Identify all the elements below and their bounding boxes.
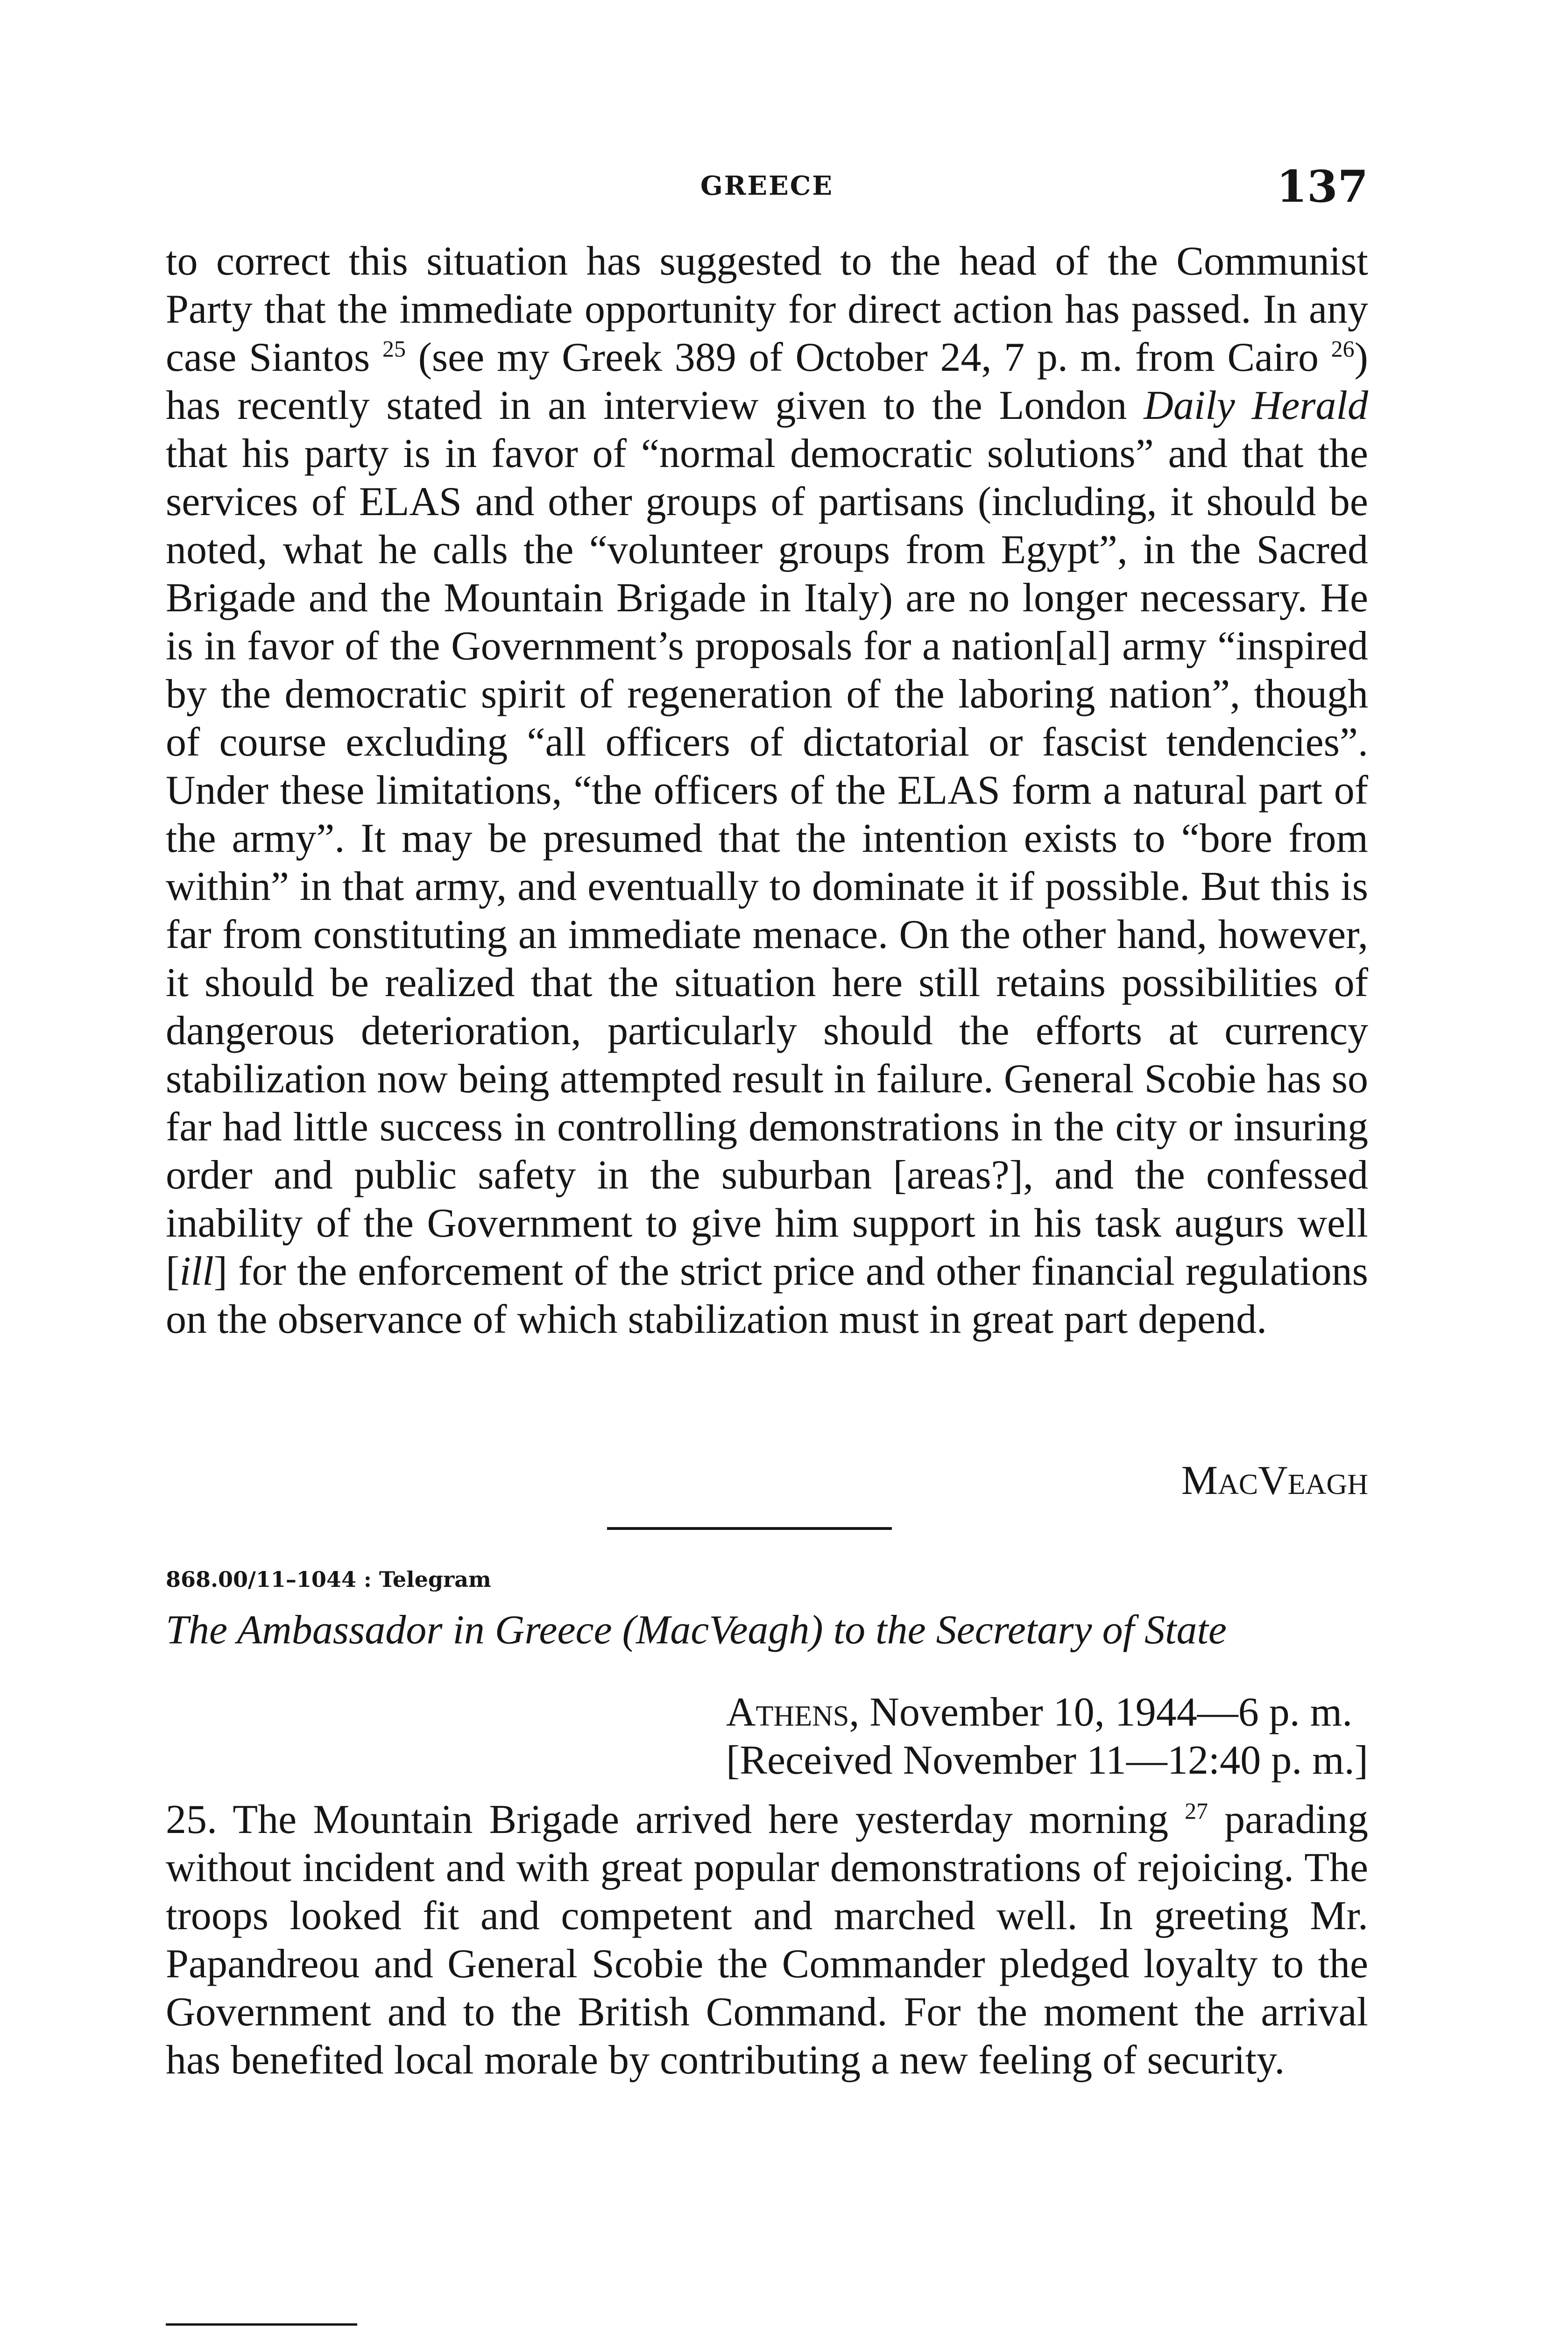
body-paragraph <box>166 237 1368 1344</box>
dateline-date: November 10, 1944—6 p. m. <box>859 1690 1353 1735</box>
telegram-text-part: 25. The Mountain Brigade arrived here yesterday morning <box>166 1797 1185 1842</box>
body-text-part: ) has recently stated in an interview given to the London <box>166 335 1368 428</box>
telegram-paragraph <box>166 1796 1368 2084</box>
section-divider <box>607 1527 892 1530</box>
footnote-ref-25: 25 <box>382 335 406 362</box>
signature: MacVeagh <box>1181 1458 1368 1503</box>
document-title: The Ambassador in Greece (MacVeagh) to the Secretary of State <box>166 1607 1227 1653</box>
received-line: [Received November 11—12:40 p. m.] <box>726 1738 1369 1783</box>
body-text-part: (see my Greek 389 of October 24, 7 p. m. from Cairo <box>405 335 1331 380</box>
body-text-part: that his party is in favor of “normal democratic solutions” and that the services of ELAS and other groups of partisans (including, it should be noted, what he calls the “volunteer groups from Egypt”, in the Sacred Brigade and the Mountain Brigade in Italy) are no longer necessary. He is in favor of the Government’s proposals for a nation[al] army “inspired by the democratic spirit of regeneration of the laboring nation”, though of course excluding “all officers of dictatorial or fascist tendencies”. Under these limitations, “the officers of the ELAS form a natural part of the army”. It may be presumed that the intention exists to “bore from within” in that army, and eventually to dominate it if possible. But this is far from constituting an immediate menace. On the other hand, however, it should be realized that the situation here still retains possibilities of dangerous deterioration, particularly should the efforts at currency stabilization now being attempted result in failure. General Scobie has so far had little success in controlling demonstrations in the city or insuring order and public safety in the suburban [areas?], and the confessed inability of the Government to give him support in his task augurs well [ <box>166 431 1368 1294</box>
telegram-text-part: parading without incident and with great popular demonstrations of rejoicing. The troops looked fit and competent and marched well. In greeting Mr. Papandreou and General Scobie the Commander pledged loyalty to the Government and to the British Command. For the moment the arrival has benefited local morale by contributing a new feeling of security. <box>166 1797 1368 2083</box>
newspaper-title: Daily Herald <box>1144 383 1369 428</box>
page-header <box>166 161 1368 212</box>
dateline <box>726 1688 1380 1784</box>
footnote-rule <box>166 2323 357 2326</box>
page-number: 137 <box>1276 161 1368 212</box>
footnote-ref-26: 26 <box>1331 335 1355 362</box>
body-text-part: ] for the enforcement of the strict price and other financial regulations on the observance of which stabilization must in great part depend. <box>166 1249 1368 1342</box>
running-head: GREECE <box>700 170 833 201</box>
body-text-part: to correct this situation has suggested to the head of the Communist Party that the immediate opportunity for direct action has passed. In any case Siantos <box>166 239 1368 380</box>
editorial-correction: ill <box>179 1249 214 1294</box>
footnote-ref-27: 27 <box>1185 1797 1208 1824</box>
document-reference: 868.00/11–1044 : Telegram <box>166 1567 491 1592</box>
dateline-place: Athens, <box>726 1690 860 1735</box>
